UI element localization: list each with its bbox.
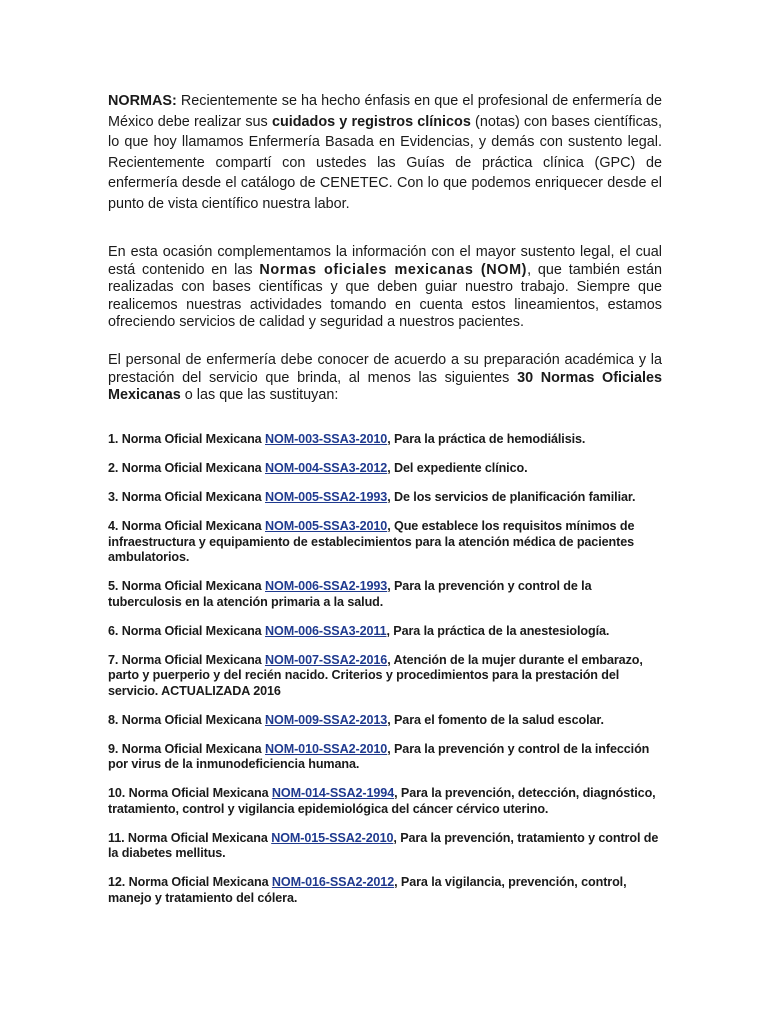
nom-link[interactable]: NOM-009-SSA2-2013 [265,712,388,727]
nom-link[interactable]: NOM-007-SSA2-2016 [265,652,388,667]
intro-text-1: Recientemente se ha hecho énfasis en que el profesional de enfermería de México debe realizar sus [108,93,662,130]
list-item-desc: , Para la prevención, detección, diagnóstico, tratamiento, control y vigilancia epidemiológica del cáncer cérvico uterino. [108,786,656,816]
list-item-prefix: 3. Norma Oficial Mexicana [108,490,265,505]
list-item-desc: , Atención de la mujer durante el embarazo, parto y puerperio y del recién nacido. Criterios y procedimientos para la prestación del servicio. ACTUALIZADA 2016 [108,652,643,698]
nom-link[interactable]: NOM-005-SSA3-2010 [265,519,388,534]
list-item [108,742,668,773]
list-item-desc: , Para el fomento de la salud escolar. [387,712,604,727]
list-item-prefix: 11. Norma Oficial Mexicana [108,830,272,845]
intro-text-2: (notas) con bases científicas, lo que hoy llamamos Enfermería Basada en Evidencias, y demás con sustento legal. Recientemente compartí con ustedes las Guías de práctica clínica (GPC) de enfermería desde el catálogo de CENETEC. Con lo que podemos enriquecer desde el punto de vista científico nuestra labor. [108,113,662,212]
nom-list [108,432,668,920]
list-item-desc: , Para la vigilancia, prevención, control, manejo y tratamiento del cólera. [108,875,627,905]
nom-link[interactable]: NOM-016-SSA2-2012 [271,875,395,890]
list-item-desc: , Para la práctica de la anestesiología. [386,623,610,638]
list-item [108,653,668,699]
list-item [108,579,668,610]
nom-text-1: En esta ocasión complementamos la información con el mayor sustento legal, el cual está contenido en las [108,244,662,278]
list-item-prefix: 12. Norma Oficial Mexicana [108,875,272,890]
requirement-text-1: El personal de enfermería debe conocer de acuerdo a su preparación académica y la prestación del servicio que brinda, al menos las siguientes [108,352,662,386]
nom-link[interactable]: NOM-015-SSA2-2010 [271,830,394,845]
list-item-desc: , Para la prevención y control de la tuberculosis en la atención primaria a la salud. [108,579,592,609]
list-item-prefix: 5. Norma Oficial Mexicana [108,579,265,594]
list-item [108,831,668,862]
list-item [108,519,668,565]
nom-paragraph [108,244,662,332]
intro-paragraph [108,91,662,215]
nom-link[interactable]: NOM-006-SSA3-2011 [265,623,387,638]
requirement-paragraph [108,352,662,405]
list-item-desc: , De los servicios de planificación familiar. [387,490,636,505]
list-item [108,432,668,447]
list-item-desc: , Para la prevención y control de la infección por virus de la inmunodeficiencia humana. [108,741,650,772]
nom-link[interactable]: NOM-005-SSA2-1993 [265,490,388,505]
list-item [108,875,668,906]
list-item [108,713,668,728]
intro-bold: cuidados y registros clínicos [271,113,471,130]
nom-text-2: , que también están realizadas con bases científicas y que deben guiar nuestro trabajo. Siempre que realicemos nuestras actividades tomando en cuenta estos lineamientos, estamos ofreciendo servicios de calidad y seguridad a nuestros pacientes. [108,261,662,331]
nom-link[interactable]: NOM-014-SSA2-1994 [271,786,395,801]
list-item-prefix: 8. Norma Oficial Mexicana [108,712,265,727]
list-item [108,461,668,476]
nom-link[interactable]: NOM-006-SSA2-1993 [265,579,388,594]
requirement-text-2: o las que las sustituyan: [180,387,339,404]
list-item-desc: , Que establece los requisitos mínimos de infraestructura y equipamiento de establecimientos para la atención médica de pacientes ambulatorios. [108,519,635,565]
nom-link[interactable]: NOM-003-SSA3-2010 [265,432,388,446]
list-item-prefix: 4. Norma Oficial Mexicana [108,519,265,534]
list-item-prefix: 10. Norma Oficial Mexicana [108,786,272,801]
list-item-desc: , Para la prevención, tratamiento y control de la diabetes mellitus. [108,830,659,861]
nom-link[interactable]: NOM-004-SSA3-2012 [265,461,388,476]
list-item-prefix: 1. Norma Oficial Mexicana [108,432,265,446]
list-item-prefix: 6. Norma Oficial Mexicana [108,623,265,638]
requirement-bold: 30 Normas Oficiales Mexicanas [108,369,662,404]
list-item-desc: , Para la práctica de hemodiálisis. [387,432,586,446]
nom-bold: Normas oficiales mexicanas (NOM) [259,261,528,278]
list-item [108,490,668,505]
list-item-prefix: 7. Norma Oficial Mexicana [108,652,265,667]
list-item-desc: , Del expediente clínico. [387,461,528,476]
list-item [108,786,668,817]
list-item-prefix: 2. Norma Oficial Mexicana [108,461,265,476]
list-item-prefix: 9. Norma Oficial Mexicana [108,741,265,756]
nom-link[interactable]: NOM-010-SSA2-2010 [265,741,388,756]
normas-label: NORMAS: [108,93,177,109]
list-item [108,624,668,639]
